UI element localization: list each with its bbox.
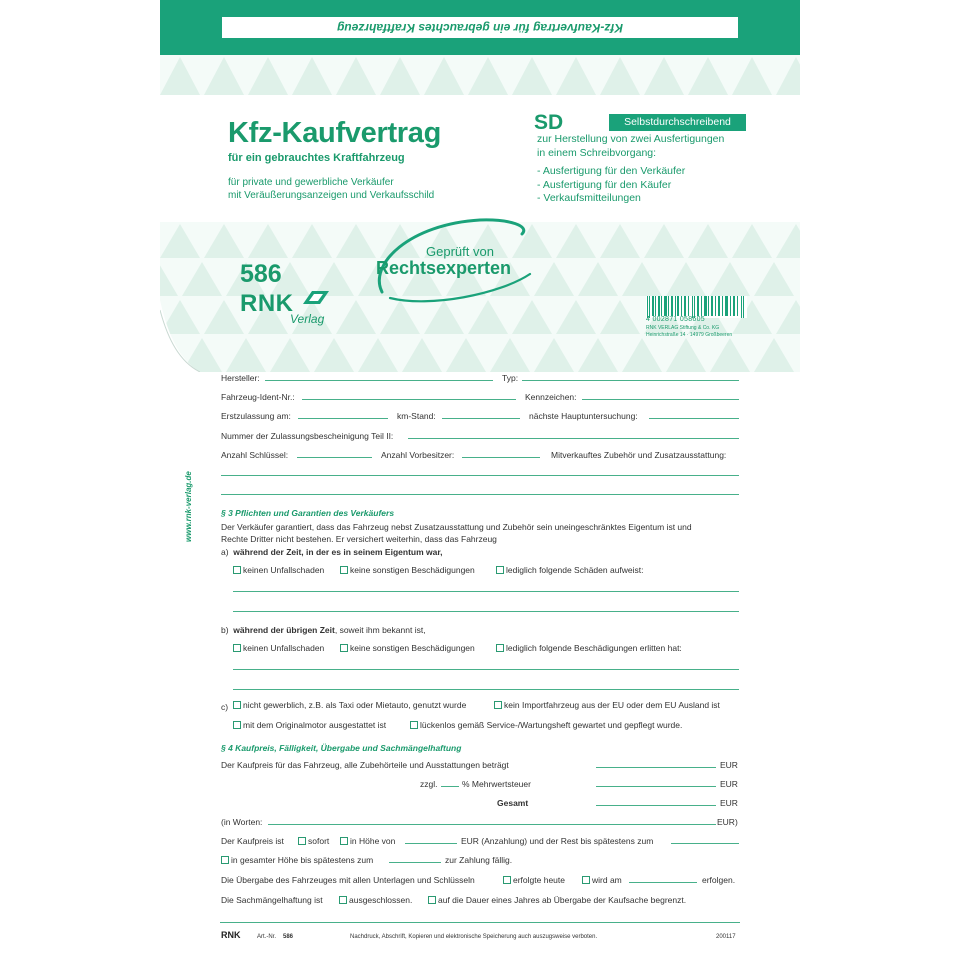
a-no-accident[interactable] [233, 565, 324, 575]
sd-item-3: - Verkaufsmitteilungen [537, 192, 641, 204]
plate-label: Kennzeichen: [525, 392, 577, 402]
b-no-other-damage-label: keine sonstigen Beschädigungen [350, 643, 475, 653]
a-no-accident-label: keinen Unfallschaden [243, 565, 325, 575]
barcode-icon [646, 296, 747, 318]
a-damage-field-1[interactable] [233, 591, 739, 592]
cover-top-strip-text: Kfz-Kaufvertrag für ein gebrauchtes Kraftfahrzeug [336, 21, 624, 35]
c-item-3-label: mit dem Originalmotor ausgestattet ist [243, 720, 387, 730]
publisher-line-2: Heinrichstraße 14 · 14979 Großbeeren [646, 332, 733, 338]
sd-line-2: in einem Schreibvorgang: [537, 146, 657, 159]
sd-badge: Selbstdurchschreibend [609, 114, 746, 131]
checkbox[interactable] [503, 876, 511, 884]
b-no-other-damage[interactable] [340, 643, 475, 653]
total-eur: EUR [720, 798, 738, 808]
due-now[interactable] [298, 836, 329, 846]
checkbox[interactable] [233, 721, 241, 729]
checkbox[interactable] [233, 566, 241, 574]
type-label: Typ: [502, 373, 519, 383]
in-words-field[interactable] [268, 824, 716, 825]
publisher-line-1: RNK VERLAG Stiftung & Co. KG [646, 325, 720, 331]
handover-date-field[interactable] [629, 882, 697, 883]
deposit-field[interactable] [405, 843, 457, 844]
cover-desc-1: für private und gewerbliche Verkäufer [228, 177, 394, 188]
seal-big-text: Rechtsexperten [376, 258, 512, 278]
vat-label: % Mehrwertsteuer [462, 779, 531, 789]
s3-text-1: Der Verkäufer garantiert, dass das Fahrzeug nebst Zusatzausstattung und Zubehör sein uneingeschränktes Eigentum ist und [221, 522, 692, 532]
accessories-field-2[interactable] [221, 494, 739, 495]
footer-code: 200117 [716, 934, 736, 940]
item-b-prefix: b) [221, 625, 229, 635]
price-field[interactable] [596, 767, 716, 768]
full-date-field[interactable] [389, 862, 441, 863]
handover-done-label: erfolgte heute [513, 875, 565, 885]
due-full-end: zur Zahlung fällig. [445, 855, 513, 865]
sd-description [537, 133, 724, 206]
footer-notice: Nachdruck, Abschrift, Kopieren und elektronische Speicherung auch auszugsweise verboten. [350, 934, 598, 940]
checkbox[interactable] [221, 856, 229, 864]
triangle-pattern-top [160, 55, 800, 95]
brand-sub: Verlag [290, 312, 325, 326]
due-full[interactable] [221, 855, 373, 865]
due-prefix: Der Kaufpreis ist [221, 836, 284, 846]
c-item-4-label: lückenlos gemäß Service-/Wartungsheft gewartet und gepflegt wurde. [420, 720, 683, 730]
due-full-label: in gesamter Höhe bis spätestens zum [231, 855, 374, 865]
product-number: 586 [240, 260, 282, 288]
handover-label: Die Übergabe des Fahrzeuges mit allen Unterlagen und Schlüsseln [221, 875, 475, 885]
handover-on[interactable] [582, 875, 622, 885]
brand-logo-icon [303, 291, 329, 305]
c-item-3[interactable] [233, 720, 386, 730]
warranty-year[interactable] [428, 895, 686, 905]
next-inspection-label: nächste Hauptuntersuchung: [529, 411, 638, 421]
vat-eur: EUR [720, 779, 738, 789]
vat-prefix: zzgl. [420, 779, 438, 789]
sd-line-1: zur Herstellung von zwei Ausfertigungen [537, 133, 725, 145]
warranty-excluded-label: ausgeschlossen. [349, 895, 413, 905]
vat-field[interactable] [596, 786, 716, 787]
accessories-label: Mitverkauftes Zubehör und Zusatzausstattung: [551, 450, 727, 460]
seal-small-text: Geprüft von [426, 244, 494, 259]
cover-subtitle: für ein gebrauchtes Kraftfahrzeug [228, 152, 405, 164]
cover-title: Kfz-Kaufvertrag [228, 117, 442, 149]
b-only-damage[interactable] [496, 643, 682, 653]
a-only-damage[interactable] [496, 565, 644, 575]
c-item-1-label: nicht gewerblich, z.B. als Taxi oder Mietauto, genutzt wurde [243, 700, 467, 710]
sd-label: SD [534, 111, 564, 134]
keys-field[interactable] [297, 457, 372, 458]
item-a [221, 547, 443, 557]
sd-item-2: - Ausfertigung für den Käufer [537, 178, 672, 191]
first-reg-field[interactable] [298, 418, 388, 419]
b-no-accident-label: keinen Unfallschaden [243, 643, 325, 653]
c-item-2[interactable] [494, 700, 720, 710]
in-words-label: (in Worten: [221, 817, 263, 827]
item-b-rest: , soweit ihm bekannt ist, [334, 625, 426, 635]
in-words-eur: EUR) [717, 817, 738, 827]
checkbox[interactable] [582, 876, 590, 884]
price-label: Der Kaufpreis für das Fahrzeug, alle Zubehörteile und Ausstattungen beträgt [221, 760, 509, 770]
warranty-excluded[interactable] [339, 895, 412, 905]
footer-art-number: 586 [283, 934, 294, 940]
section-3-title: § 3 Pflichten und Garantien des Verkäufers [221, 508, 395, 518]
a-no-other-damage[interactable] [340, 565, 475, 575]
checkbox[interactable] [428, 896, 436, 904]
page-curl [160, 300, 200, 372]
km-field[interactable] [442, 418, 520, 419]
footer-brand: RNK [221, 930, 241, 940]
b-damage-field-2[interactable] [233, 689, 739, 690]
item-b [221, 625, 426, 635]
next-inspection-field[interactable] [649, 418, 739, 419]
checkbox[interactable] [340, 566, 348, 574]
manufacturer-label: Hersteller: [221, 373, 260, 383]
total-label: Gesamt [497, 798, 529, 808]
sd-item-1: - Ausfertigung für den Verkäufer [537, 165, 686, 177]
barcode-number: 4 002871 058605 [646, 316, 705, 323]
checkbox[interactable] [233, 644, 241, 652]
warranty-label: Die Sachmängelhaftung ist [221, 895, 323, 905]
due-amount-label: in Höhe von [350, 836, 396, 846]
website-text: www.rnk-verlag.de [184, 471, 193, 542]
manufacturer-field[interactable] [265, 380, 493, 381]
checkbox[interactable] [340, 644, 348, 652]
item-a-prefix: a) [221, 547, 229, 557]
reg-cert-label: Nummer der Zulassungsbescheinigung Teil II: [221, 431, 394, 441]
type-field[interactable] [522, 380, 739, 381]
s3-text-2: Rechte Dritter nicht bestehen. Er versichert weiterhin, dass das Fahrzeug [221, 534, 497, 544]
plate-field[interactable] [582, 399, 739, 400]
due-now-label: sofort [308, 836, 330, 846]
rest-date-field[interactable] [671, 843, 739, 844]
checkbox[interactable] [298, 837, 306, 845]
vat-percent-field[interactable] [441, 786, 459, 787]
b-damage-field-1[interactable] [233, 669, 739, 670]
a-only-damage-label: lediglich folgende Schäden aufweist: [506, 565, 644, 575]
warranty-year-label: auf die Dauer eines Jahres ab Übergabe der Kaufsache begrenzt. [438, 895, 687, 905]
handover-on-label: wird am [592, 875, 622, 885]
checkbox[interactable] [496, 566, 504, 574]
reg-cert-field[interactable] [408, 438, 739, 439]
a-damage-field-2[interactable] [233, 611, 739, 612]
vin-field[interactable] [302, 399, 516, 400]
cover-page [160, 0, 800, 372]
checkbox[interactable] [410, 721, 418, 729]
checkbox[interactable] [494, 701, 502, 709]
price-eur: EUR [720, 760, 738, 770]
prev-owners-field[interactable] [462, 457, 540, 458]
total-field[interactable] [596, 805, 716, 806]
c-item-2-label: kein Importfahrzeug aus der EU oder dem EU Ausland ist [504, 700, 720, 710]
prev-owners-label: Anzahl Vorbesitzer: [381, 450, 455, 460]
cover-top-strip [222, 17, 738, 38]
website-vertical [178, 452, 208, 542]
km-label: km-Stand: [397, 411, 436, 421]
checkbox[interactable] [233, 701, 241, 709]
section-4-title: § 4 Kaufpreis, Fälligkeit, Übergabe und Sachmängelhaftung [221, 743, 462, 753]
accessories-field-1[interactable] [221, 475, 739, 476]
checkbox[interactable] [496, 644, 504, 652]
handover-end: erfolgen. [702, 875, 736, 885]
footer-art-label: Art.-Nr. [257, 934, 276, 940]
cover-top-band [160, 0, 800, 55]
c-item-1[interactable] [233, 700, 466, 710]
keys-label: Anzahl Schlüssel: [221, 450, 289, 460]
item-a-text: während der Zeit, in der es in seinem Eigentum war, [233, 547, 443, 557]
checkbox[interactable] [340, 837, 348, 845]
item-b-bold: während der übrigen Zeit [233, 625, 335, 635]
vin-label: Fahrzeug-Ident-Nr.: [221, 392, 295, 402]
due-amount[interactable] [340, 836, 395, 846]
c-prefix: c) [221, 702, 229, 712]
cover-desc-2: mit Veräußerungsanzeigen und Verkaufsschild [228, 190, 435, 201]
footer-divider [220, 922, 740, 923]
handover-done[interactable] [503, 875, 565, 885]
first-reg-label: Erstzulassung am: [221, 411, 291, 421]
a-no-other-damage-label: keine sonstigen Beschädigungen [350, 565, 475, 575]
b-no-accident[interactable] [233, 643, 324, 653]
c-item-4[interactable] [410, 720, 682, 730]
checkbox[interactable] [339, 896, 347, 904]
b-only-damage-label: lediglich folgende Beschädigungen erlitten hat: [506, 643, 682, 653]
brand-logo-text: RNK [240, 290, 294, 317]
due-rest: EUR (Anzahlung) und der Rest bis spätestens zum [461, 836, 654, 846]
